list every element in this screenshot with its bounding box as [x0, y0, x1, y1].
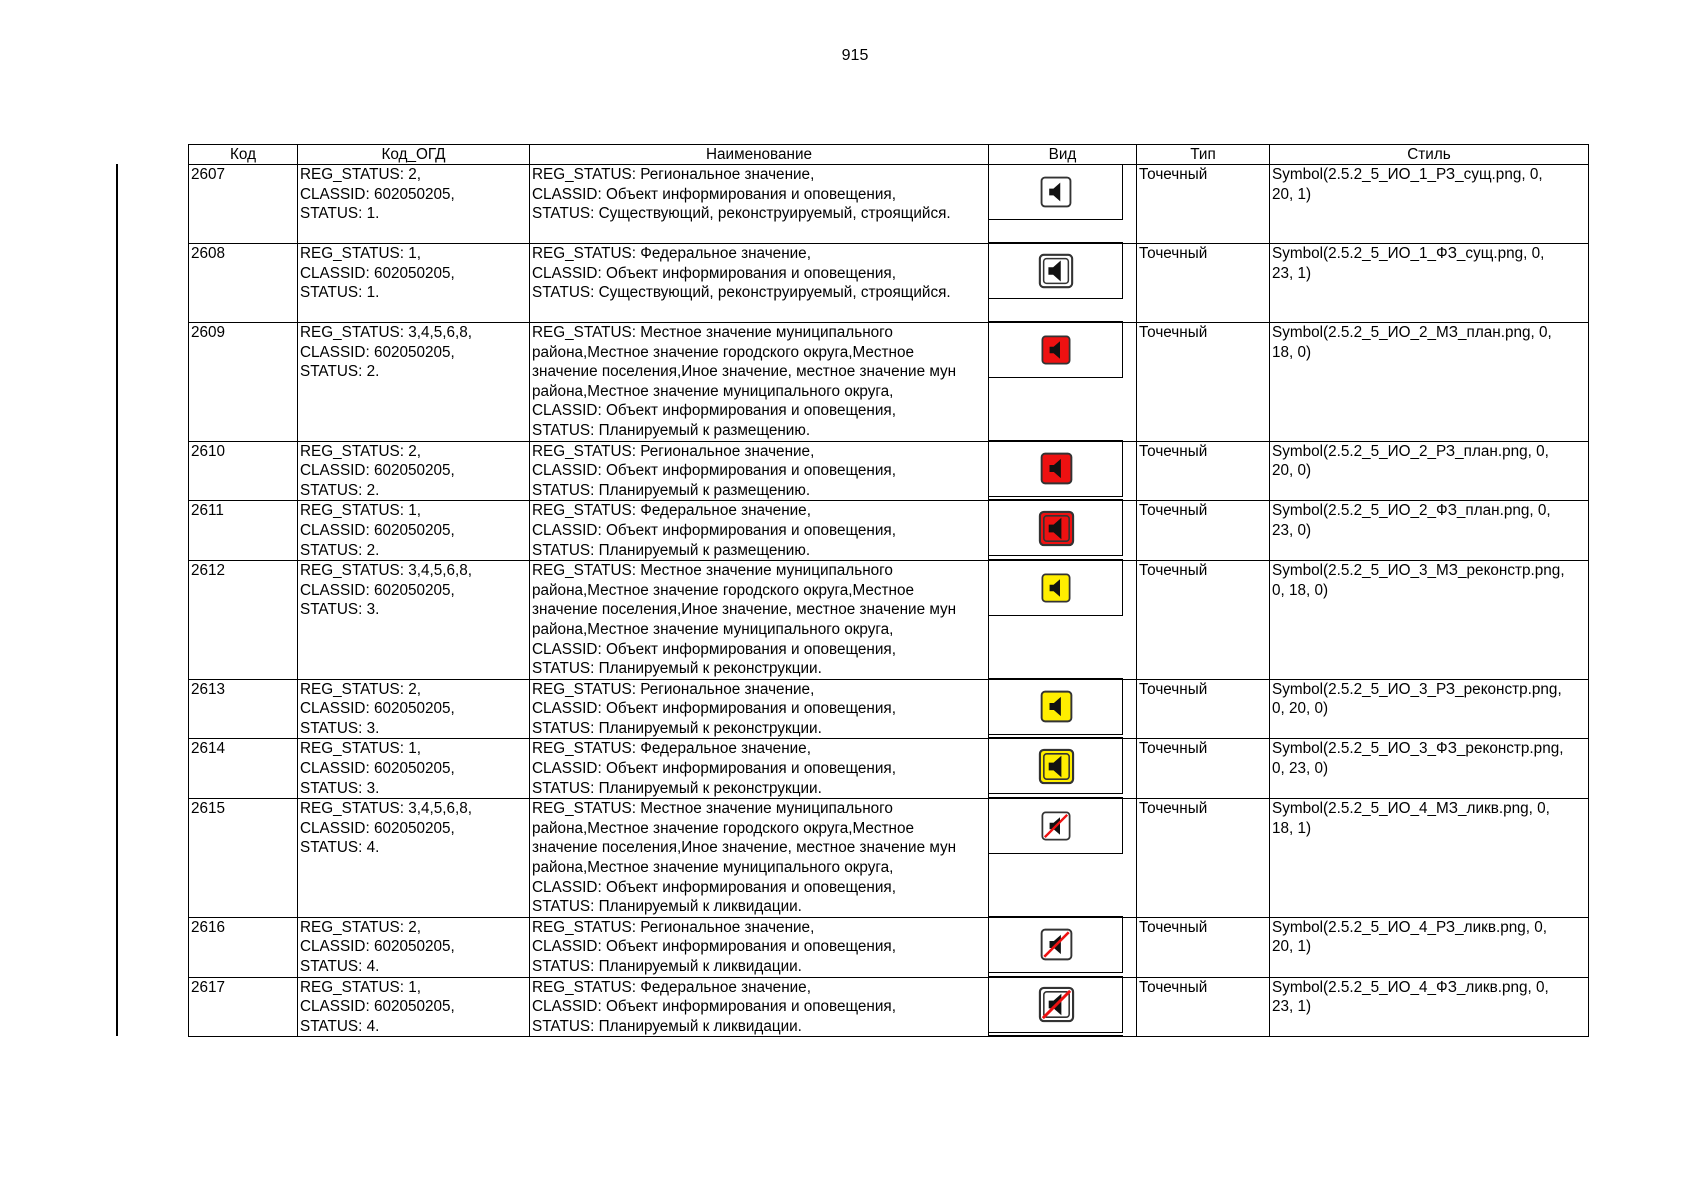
cell-name — [530, 244, 989, 323]
page-number: 915 — [841, 47, 869, 64]
cell-style — [1270, 501, 1589, 561]
ogd-line: STATUS: 1. — [300, 284, 380, 302]
cell-type: Точечный — [1137, 739, 1270, 799]
cell-ogd-code — [298, 739, 530, 799]
symbol-frame — [989, 799, 1123, 854]
name-line: STATUS: Планируемый к размещению. — [532, 481, 811, 499]
cell-code: 2612 — [189, 561, 298, 680]
style-line: Symbol(2.5.2_5_ИО_2_МЗ_план.png, 0, — [1272, 324, 1552, 341]
name-line: REG_STATUS: Местное значение муниципального — [532, 562, 893, 580]
ogd-line: STATUS: 4. — [300, 1017, 380, 1035]
header-view: Вид — [989, 145, 1137, 165]
name-line: CLASSID: Объект информирования и оповещения, — [532, 700, 896, 718]
style-line: Symbol(2.5.2_5_ИО_1_ФЗ_сущ.png, 0, — [1272, 245, 1545, 262]
name-line: CLASSID: Объект информирования и оповещения, — [532, 264, 896, 282]
style-line: 18, 0) — [1272, 343, 1312, 361]
cell-type: Точечный — [1137, 244, 1270, 323]
cell-type: Точечный — [1137, 917, 1270, 977]
cell-name — [530, 165, 989, 244]
ogd-line: STATUS: 3. — [300, 779, 380, 797]
table-row — [189, 739, 1589, 799]
name-line: STATUS: Планируемый к ликвидации. — [532, 898, 802, 916]
cell-view — [989, 441, 1137, 501]
ogd-line: CLASSID: 602050205, — [300, 264, 455, 282]
symbol-frame — [989, 323, 1123, 378]
cell-name — [530, 679, 989, 739]
cell-ogd-code — [298, 679, 530, 739]
name-line: STATUS: Планируемый к ликвидации. — [532, 958, 802, 975]
cell-name — [530, 917, 989, 977]
header-type: Тип — [1137, 145, 1270, 165]
ogd-line: STATUS: 1. — [300, 205, 380, 223]
cell-view — [989, 561, 1137, 680]
ogd-line: STATUS: 2. — [300, 481, 380, 499]
style-line: 20, 0) — [1272, 462, 1312, 480]
ogd-line: REG_STATUS: 1, — [300, 245, 421, 262]
table-row — [189, 679, 1589, 739]
ogd-line: STATUS: 4. — [300, 839, 380, 857]
cell-type: Точечный — [1137, 561, 1270, 680]
name-line: REG_STATUS: Федеральное значение, — [532, 978, 811, 996]
cell-code: 2617 — [189, 977, 298, 1037]
name-line: STATUS: Планируемый к реконструкции. — [532, 719, 822, 737]
style-line: Symbol(2.5.2_5_ИО_4_РЗ_ликв.png, 0, — [1272, 918, 1547, 936]
cell-style — [1270, 244, 1589, 323]
table-row — [189, 977, 1589, 1037]
name-line: REG_STATUS: Региональное значение, — [532, 166, 815, 183]
style-line: Symbol(2.5.2_5_ИО_2_РЗ_план.png, 0, — [1272, 442, 1549, 460]
name-line: REG_STATUS: Местное значение муниципального — [532, 800, 893, 818]
cell-code: 2615 — [189, 799, 298, 918]
cell-view — [989, 244, 1137, 323]
cell-type: Точечный — [1137, 323, 1270, 442]
cell-name — [530, 441, 989, 501]
name-line: значение поселения,Иное значение, местное значение мун — [532, 839, 957, 857]
name-line: CLASSID: Объект информирования и оповещения, — [532, 185, 896, 203]
cell-style — [1270, 917, 1589, 977]
cell-type: Точечный — [1137, 799, 1270, 918]
ogd-line: STATUS: 2. — [300, 363, 380, 381]
speaker-white-double-icon — [1037, 252, 1075, 290]
speaker-crossed-icon — [1039, 927, 1074, 962]
cell-name — [530, 739, 989, 799]
cell-view — [989, 165, 1137, 244]
cell-ogd-code — [298, 323, 530, 442]
table-row — [189, 323, 1589, 442]
style-line: 23, 1) — [1272, 998, 1312, 1016]
symbol-frame — [989, 442, 1123, 497]
name-line: CLASSID: Объект информирования и оповещения, — [532, 462, 896, 480]
ogd-line: REG_STATUS: 3,4,5,6,8, — [300, 800, 473, 818]
style-line: 23, 0) — [1272, 521, 1312, 539]
cell-type: Точечный — [1137, 679, 1270, 739]
cell-style — [1270, 165, 1589, 244]
name-line: района,Местное значение муниципального округа, — [532, 620, 894, 638]
speaker-yellow-icon — [1040, 572, 1072, 604]
ogd-line: REG_STATUS: 2, — [300, 442, 421, 460]
ogd-line: CLASSID: 602050205, — [300, 938, 455, 956]
name-line: REG_STATUS: Федеральное значение, — [532, 502, 811, 520]
cell-ogd-code — [298, 561, 530, 680]
cell-style — [1270, 679, 1589, 739]
cell-style — [1270, 799, 1589, 918]
name-line: REG_STATUS: Региональное значение, — [532, 680, 815, 698]
cell-code: 2616 — [189, 917, 298, 977]
table-row — [189, 244, 1589, 323]
cell-style — [1270, 977, 1589, 1037]
ogd-line: REG_STATUS: 3,4,5,6,8, — [300, 562, 473, 580]
name-line: CLASSID: Объект информирования и оповещения, — [532, 521, 896, 539]
cell-ogd-code — [298, 441, 530, 501]
ogd-line: STATUS: 4. — [300, 958, 380, 975]
cell-name — [530, 799, 989, 918]
cell-code: 2611 — [189, 501, 298, 561]
cell-style — [1270, 739, 1589, 799]
symbol-frame — [989, 978, 1123, 1033]
table-row — [189, 441, 1589, 501]
header-name: Наименование — [530, 145, 989, 165]
speaker-red-icon — [1040, 334, 1072, 366]
name-line: STATUS: Планируемый к реконструкции. — [532, 779, 822, 797]
cell-code: 2608 — [189, 244, 298, 323]
name-line: значение поселения,Иное значение, местное значение мун — [532, 363, 957, 381]
style-line: Symbol(2.5.2_5_ИО_3_ФЗ_реконстр.png, — [1272, 740, 1564, 758]
cell-view — [989, 917, 1137, 977]
ogd-line: CLASSID: 602050205, — [300, 998, 455, 1016]
table-row — [189, 165, 1589, 244]
symbol-frame — [989, 918, 1123, 973]
ogd-line: REG_STATUS: 2, — [300, 680, 421, 698]
ogd-line: REG_STATUS: 3,4,5,6,8, — [300, 324, 473, 341]
table-row — [189, 561, 1589, 680]
style-line: 0, 23, 0) — [1272, 760, 1329, 778]
cell-ogd-code — [298, 799, 530, 918]
cell-view — [989, 501, 1137, 561]
cell-name — [530, 977, 989, 1037]
cell-ogd-code — [298, 244, 530, 323]
name-line: района,Местное значение муниципального округа, — [532, 382, 894, 400]
header-ogd-code: Код_ОГД — [298, 145, 530, 165]
cell-view — [989, 739, 1137, 799]
cell-code: 2613 — [189, 679, 298, 739]
style-line: Symbol(2.5.2_5_ИО_4_ФЗ_ликв.png, 0, — [1272, 978, 1549, 996]
name-line: REG_STATUS: Региональное значение, — [532, 918, 815, 936]
ogd-line: CLASSID: 602050205, — [300, 521, 455, 539]
name-line: района,Местное значение городского округа,Местное — [532, 581, 915, 599]
ogd-line: REG_STATUS: 1, — [300, 740, 421, 758]
cell-style — [1270, 323, 1589, 442]
cell-style — [1270, 561, 1589, 680]
cell-style — [1270, 441, 1589, 501]
cell-ogd-code — [298, 165, 530, 244]
symbol-frame — [989, 501, 1123, 556]
cell-type: Точечный — [1137, 501, 1270, 561]
cell-name — [530, 501, 989, 561]
style-line: 0, 18, 0) — [1272, 581, 1329, 599]
cell-type: Точечный — [1137, 977, 1270, 1037]
name-line: района,Местное значение городского округа,Местное — [532, 819, 915, 837]
name-line: CLASSID: Объект информирования и оповещения, — [532, 938, 896, 956]
ogd-line: CLASSID: 602050205, — [300, 819, 455, 837]
margin-change-bar — [116, 164, 118, 1036]
style-line: 23, 1) — [1272, 264, 1312, 282]
symbol-frame — [989, 561, 1123, 616]
cell-ogd-code — [298, 977, 530, 1037]
ogd-line: CLASSID: 602050205, — [300, 581, 455, 599]
header-style: Стиль — [1270, 145, 1589, 165]
ogd-line: REG_STATUS: 1, — [300, 978, 421, 996]
name-line: района,Местное значение городского округа,Местное — [532, 343, 915, 361]
speaker-crossed-icon — [1040, 810, 1072, 842]
name-line: CLASSID: Объект информирования и оповещения, — [532, 402, 896, 420]
name-line: REG_STATUS: Федеральное значение, — [532, 740, 811, 758]
speaker-white-icon — [1039, 175, 1073, 209]
cell-code: 2609 — [189, 323, 298, 442]
symbol-frame — [989, 244, 1123, 299]
cell-code: 2610 — [189, 441, 298, 501]
style-line: 18, 1) — [1272, 819, 1312, 837]
name-line: STATUS: Планируемый к размещению. — [532, 541, 811, 559]
ogd-line: STATUS: 2. — [300, 541, 380, 559]
ogd-line: STATUS: 3. — [300, 719, 380, 737]
ogd-line: CLASSID: 602050205, — [300, 343, 455, 361]
cell-view — [989, 977, 1137, 1037]
cell-view — [989, 679, 1137, 739]
style-line: Symbol(2.5.2_5_ИО_3_РЗ_реконстр.png, — [1272, 680, 1562, 698]
cell-view — [989, 799, 1137, 918]
header-code: Код — [189, 145, 298, 165]
style-line: 20, 1) — [1272, 938, 1312, 956]
name-line: STATUS: Планируемый к ликвидации. — [532, 1017, 802, 1035]
ogd-line: CLASSID: 602050205, — [300, 760, 455, 778]
name-line: REG_STATUS: Местное значение муниципального — [532, 324, 893, 341]
speaker-yellow-icon — [1039, 689, 1074, 724]
name-line: CLASSID: Объект информирования и оповещения, — [532, 878, 896, 896]
name-line: CLASSID: Объект информирования и оповещения, — [532, 998, 896, 1016]
symbol-frame — [989, 680, 1123, 735]
ogd-line: REG_STATUS: 1, — [300, 502, 421, 520]
symbol-frame — [989, 165, 1123, 220]
ogd-line: CLASSID: 602050205, — [300, 185, 455, 203]
name-line: CLASSID: Объект информирования и оповещения, — [532, 760, 896, 778]
cell-code: 2614 — [189, 739, 298, 799]
cell-name — [530, 323, 989, 442]
speaker-red-double-icon — [1037, 509, 1076, 548]
cell-ogd-code — [298, 501, 530, 561]
style-line: Symbol(2.5.2_5_ИО_4_МЗ_ликв.png, 0, — [1272, 800, 1550, 818]
style-line: 20, 1) — [1272, 185, 1312, 203]
symbol-frame — [989, 739, 1123, 794]
cell-type: Точечный — [1137, 165, 1270, 244]
cell-type: Точечный — [1137, 441, 1270, 501]
header-row — [189, 145, 1589, 165]
name-line: CLASSID: Объект информирования и оповещения, — [532, 640, 896, 658]
name-line: STATUS: Существующий, реконструируемый, строящийся. — [532, 284, 951, 302]
ogd-line: STATUS: 3. — [300, 601, 380, 619]
name-line: STATUS: Существующий, реконструируемый, строящийся. — [532, 205, 951, 223]
ogd-line: CLASSID: 602050205, — [300, 462, 455, 480]
speaker-crossed-double-icon — [1037, 985, 1076, 1024]
cell-view — [989, 323, 1137, 442]
style-line: Symbol(2.5.2_5_ИО_2_ФЗ_план.png, 0, — [1272, 502, 1551, 520]
name-line: REG_STATUS: Региональное значение, — [532, 442, 815, 460]
cell-ogd-code — [298, 917, 530, 977]
table-row — [189, 917, 1589, 977]
style-line: 0, 20, 0) — [1272, 700, 1329, 718]
style-line: Symbol(2.5.2_5_ИО_1_РЗ_сущ.png, 0, — [1272, 166, 1543, 183]
name-line: района,Местное значение муниципального округа, — [532, 859, 894, 877]
ogd-line: REG_STATUS: 2, — [300, 918, 421, 936]
symbol-underline — [989, 1035, 1123, 1036]
name-line: REG_STATUS: Федеральное значение, — [532, 245, 811, 262]
ogd-line: CLASSID: 602050205, — [300, 700, 455, 718]
legend-table — [188, 144, 1589, 1037]
speaker-yellow-double-icon — [1037, 747, 1076, 786]
name-line: значение поселения,Иное значение, местное значение мун — [532, 601, 957, 619]
table-row — [189, 501, 1589, 561]
name-line: STATUS: Планируемый к реконструкции. — [532, 660, 822, 678]
style-line: Symbol(2.5.2_5_ИО_3_МЗ_реконстр.png, — [1272, 562, 1565, 580]
ogd-line: REG_STATUS: 2, — [300, 166, 421, 183]
cell-name — [530, 561, 989, 680]
table-row — [189, 799, 1589, 918]
speaker-red-icon — [1039, 451, 1074, 486]
name-line: STATUS: Планируемый к размещению. — [532, 421, 811, 439]
cell-code: 2607 — [189, 165, 298, 244]
